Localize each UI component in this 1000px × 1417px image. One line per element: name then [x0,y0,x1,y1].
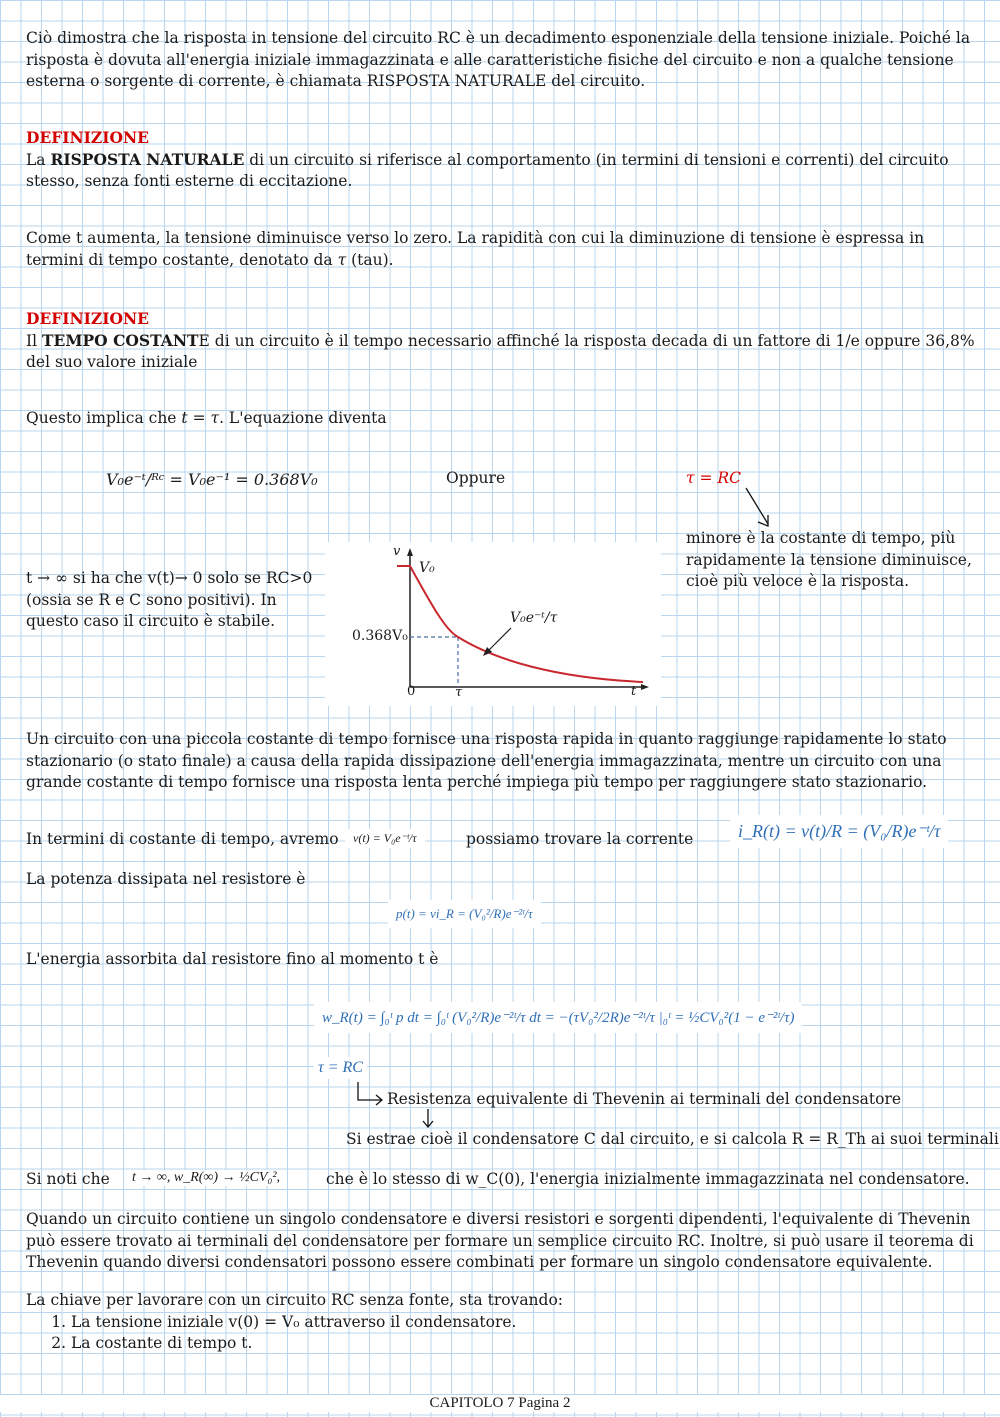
stability-note: t → ∞ si ha che v(t)→ 0 solo se RC>0 (ossia se R e C sono positivi). In questo caso il circuito è stabile. [26,569,313,630]
energy-note: che è lo stesso di w_C(0), l'energia inizialmente immagazzinata nel condensatore. [326,1170,970,1188]
graph-curve-label: V₀e⁻ᵗ/τ [510,610,558,626]
decay-equation: V₀e⁻ᵗ/ᴿᶜ = V₀e⁻¹ = 0.368V₀ [106,470,318,489]
tau-paragraph: Come t aumenta, la tensione diminuisce verso lo zero. La rapidità con cui la diminuzione di tensione è espressa in termini di tempo costante, denotato da τ (tau). [26,229,925,269]
decay-graph [325,542,661,706]
definition-heading: DEFINIZIONE [26,309,149,328]
note-sentence: Si noti che [26,1170,110,1188]
power-sentence: La potenza dissipata nel resistore è [26,870,306,888]
graph-origin-label: 0 [407,684,416,699]
graph-v0-label: V₀ [419,560,435,576]
list-item: 1. La tensione iniziale v(0) = V₀ attraverso il condensatore. [71,1312,976,1334]
tau-equals-rc: τ = RC [686,469,741,487]
oppure-label: Oppure [446,469,506,487]
corner-arrow-icon [354,1080,388,1108]
current-sentence: possiamo trovare la corrente [466,830,694,848]
time-constant-sentence: In termini di costante di tempo, avremo [26,830,339,848]
thevenin-paragraph: Quando un circuito contiene un singolo condensatore e diversi resistori e sorgenti dipendenti, l'equivalente di Thevenin può essere trovato ai terminali del condensatore per formare un semplice circuito RC. Inoltre, si può usare il teorema di Thevenin quando diversi condensatori possono essere combinati per formare un singolo condensatore equivalente. [26,1210,974,1271]
key-list [26,1312,976,1355]
definition-heading: DEFINIZIONE [26,128,149,147]
definition-natural-response: DEFINIZIONE La RISPOSTA NATURALE di un circuito si riferisce al comportamento (in termini di tensioni e correnti) del circuito stesso, senza fonti esterne di eccitazione. [26,127,976,193]
term-natural-response: RISPOSTA NATURALE [50,149,245,169]
fast-slow-paragraph: Un circuito con una piccola costante di tempo fornisce una risposta rapida in quanto raggiunge rapidamente lo stato stazionario (o stato finale) a causa della rapida dissipazione dell'energia immagazzinata, mentre un circuito con una grande costante di tempo fornisce una risposta lenta perché impiega più tempo per raggiungere stato stazionario. [26,730,947,791]
implication-paragraph: Questo implica che t = τ. L'equazione diventa [26,409,387,427]
graph-tau-label: τ [455,685,463,700]
limit-equation: t → ∞, w_R(∞) → ½CV₀², [126,1170,286,1186]
key-paragraph: La chiave per lavorare con un circuito RC senza fonte, sta trovando: 1. La tensione iniziale v(0) = V₀ attraverso il condensatore. 2. La costante di tempo t. [26,1290,976,1355]
graph-level-label: 0.368V₀ [352,628,408,644]
graph-t-label: t [631,684,637,699]
graph-v-label: v [393,544,401,559]
down-arrow-icon [420,1108,436,1130]
power-equation: p(t) = vi_R = (V₀²/R)e⁻²ᵗ/τ [388,900,541,928]
list-item: 2. La costante di tempo t. [71,1333,976,1355]
definition-time-constant: DEFINIZIONE Il TEMPO COSTANTE di un circuito è il tempo necessario affinché la risposta decada di un fattore di 1/e oppure 36,8% del suo valore iniziale [26,309,975,371]
intro-paragraph: Ciò dimostra che la risposta in tensione del circuito RC è un decadimento esponenziale della tensione iniziale. Poiché la risposta è dovuta all'energia iniziale immagazzinata e alle caratteristiche fisiche del circuito e non a qualche tensione esterna o sorgente di corrente, è chiamata RISPOSTA NATURALE del circuito. [26,29,971,90]
energy-equation: w_R(t) = ∫₀ᵗ p dt = ∫₀ᵗ (V₀²/R)e⁻²ᵗ/τ dt = −(τV₀²/2R)e⁻²ᵗ/τ |₀ᵗ = ½CV₀²(1 − e⁻²ᵗ/τ) [314,1002,802,1033]
page-footer: CAPITOLO 7 Pagina 2 [0,1395,1000,1412]
tau-rc-blue: τ = RC [314,1057,367,1079]
decay-graph-svg [325,542,661,706]
thevenin-procedure: Si estrae cioè il condensatore C dal circuito, e si calcola R = R_Th ai suoi terminali [346,1130,999,1148]
energy-sentence: L'energia assorbita dal resistore fino al momento t è [26,950,439,968]
term-time-constant: TEMPO COSTANT [42,330,199,350]
voltage-equation: v(t) = V₀e⁻ᵗ/τ [345,829,425,848]
time-constant-note: minore è la costante di tempo, più rapidamente la tensione diminuisce, cioè più veloce è la risposta. [686,529,972,590]
pointer-arrow-icon [740,484,780,530]
thevenin-note: Resistenza equivalente di Thevenin ai terminali del condensatore [387,1090,902,1108]
current-equation: i_R(t) = v(t)/R = (V₀/R)e⁻ᵗ/τ [730,815,948,848]
